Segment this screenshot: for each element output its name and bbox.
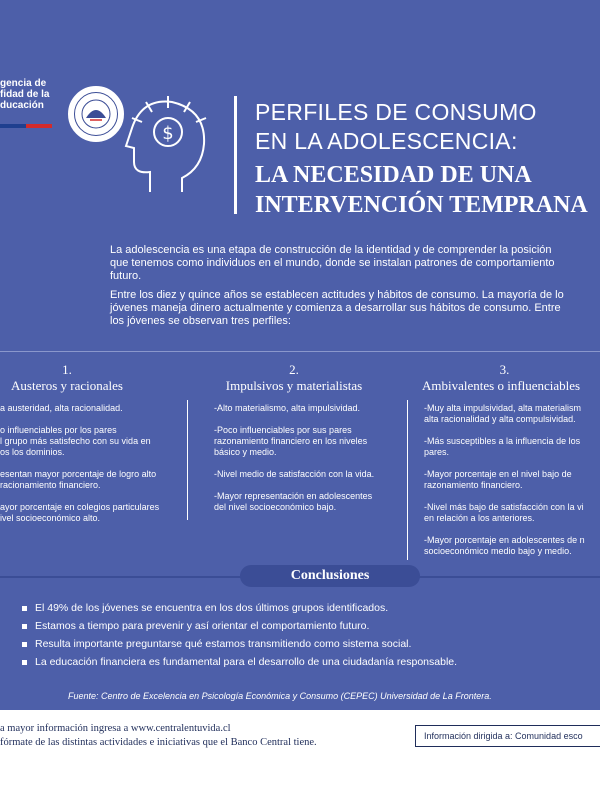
profile-1-item: a austeridad, alta racionalidad.	[0, 403, 123, 413]
profile-2-list	[214, 403, 404, 524]
profile-3-item: -Muy alta impulsividad, alta materialism	[424, 403, 582, 413]
conclusion-item	[22, 638, 600, 651]
profile-1-list	[0, 403, 180, 535]
profile-2-number: 2.	[289, 362, 299, 377]
intro-p1-line-1: La adolescencia es una etapa de construcción de la identidad y de comprender la posición	[110, 244, 552, 256]
title-bold	[255, 160, 600, 220]
title-light	[255, 98, 600, 156]
title-line-2: EN LA ADOLESCENCIA:	[255, 128, 518, 154]
logo-color-bar	[0, 124, 52, 128]
bullet-square-icon	[22, 624, 27, 629]
intro-paragraph-1	[110, 244, 600, 283]
conclusion-item	[22, 620, 600, 633]
title-line-4: INTERVENCIÓN TEMPRANA	[255, 192, 588, 218]
profile-3-heading	[422, 362, 600, 394]
intro-p2-line-2: jóvenes maneja dinero actualmente y comienza a desarrollar sus hábitos de consumo. Entre	[110, 302, 561, 314]
profile-1-item: os los dominios.	[0, 447, 65, 457]
profile-2-item: razonamiento financiero en los niveles	[214, 436, 368, 446]
profile-3-item: socioeconómico medio bajo y medio.	[424, 546, 572, 556]
footer-line-1: a mayor información ingresa a www.centralentuvida.cl	[0, 723, 231, 734]
logo-line-3: ducación	[0, 100, 44, 111]
bullet-square-icon	[22, 606, 27, 611]
source-citation: Fuente: Centro de Excelencia en Psicología Económica y Consumo (CEPEC) Universidad de La Frontera.	[68, 691, 492, 701]
profile-2-heading	[214, 362, 374, 394]
conclusion-text: La educación financiera es fundamental para el desarrollo de una ciudadanía responsable.	[35, 656, 458, 668]
profile-2-item: -Mayor representación en adolescentes	[214, 491, 373, 501]
conclusions-list	[22, 602, 600, 674]
conclusion-text: Resulta importante preguntarse qué estamos transmitiendo como sistema social.	[35, 638, 412, 650]
logo-line-1: gencia de	[0, 78, 47, 89]
column-divider-1	[187, 400, 188, 520]
intro-p1-line-3: futuro.	[110, 270, 142, 282]
profile-2-title: Impulsivos y materialistas	[225, 378, 363, 393]
profile-2-item: -Poco influenciables por sus pares	[214, 425, 352, 435]
profile-3-item: -Más susceptibles a la influencia de los	[424, 436, 581, 446]
profile-1-item: ivel socioeconómico alto.	[0, 513, 101, 523]
profile-3-item: en relación a los anteriores.	[424, 513, 535, 523]
profile-1-item: racionamiento financiero.	[0, 480, 101, 490]
profile-2-item: básico y medio.	[214, 447, 277, 457]
profile-1-item: esentan mayor porcentaje de logro alto	[0, 469, 157, 479]
logo-line-2: ﬁdad de la	[0, 89, 50, 100]
profile-3-item: -Mayor porcentaje en el nivel bajo de	[424, 469, 572, 479]
intro-p1-line-2: que tenemos como individuos en el mundo, donde se instalan patrones de comportamiento	[110, 257, 555, 269]
title-line-1: PERFILES DE CONSUMO	[255, 99, 537, 125]
profile-3-item: -Nivel más bajo de satisfacción con la vi	[424, 502, 584, 512]
conclusion-text: Estamos a tiempo para prevenir y así orientar el comportamiento futuro.	[35, 620, 370, 632]
profile-1-title: Austeros y racionales	[11, 378, 123, 393]
conclusions-title: Conclusiones	[240, 565, 420, 587]
profile-2-item: -Alto materialismo, alta impulsividad.	[214, 403, 361, 413]
conclusion-item	[22, 602, 600, 615]
profile-3-number: 3.	[499, 362, 510, 377]
intro-paragraph-2	[110, 289, 600, 328]
profile-1-number: 1.	[62, 362, 72, 377]
head-dollar-icon	[120, 88, 220, 200]
profile-2-item: del nivel socioeconómico bajo.	[214, 502, 337, 512]
agency-logo-text	[0, 78, 64, 111]
audience-box: Información dirigida a: Comunidad esco	[415, 725, 600, 747]
profile-3-list	[424, 403, 600, 568]
conclusion-item	[22, 656, 600, 669]
bullet-square-icon	[22, 642, 27, 647]
profile-1-item: l grupo más satisfecho con su vida en	[0, 436, 151, 446]
title-divider	[234, 96, 237, 214]
profile-1-item: ayor porcentaje en colegios particulares	[0, 502, 160, 512]
logo-bar-blue	[0, 124, 26, 128]
logo-bar-red	[26, 124, 52, 128]
profile-1-item: o influenciables por los pares	[0, 425, 117, 435]
svg-text:$: $	[162, 123, 174, 144]
profile-3-item: razonamiento financiero.	[424, 480, 523, 490]
intro-text	[110, 244, 600, 334]
profile-3-item: alta racionalidad y alta compulsividad.	[424, 414, 576, 424]
column-divider-2	[407, 400, 408, 560]
footer-info	[0, 722, 400, 750]
profile-2-item: -Nivel medio de satisfacción con la vida.	[214, 469, 375, 479]
intro-p2-line-1: Entre los diez y quince años se establecen actitudes y hábitos de consumo. La mayoría de lo	[110, 289, 564, 301]
footer-line-2: fórmate de las distintas actividades e iniciativas que el Banco Central tiene.	[0, 737, 317, 748]
section-separator	[0, 351, 600, 352]
seal-icon	[68, 86, 124, 142]
conclusion-text: El 49% de los jóvenes se encuentra en los dos últimos grupos identificados.	[35, 602, 389, 614]
bullet-square-icon	[22, 660, 27, 665]
intro-p2-line-3: los jóvenes se observan tres perfiles:	[110, 315, 291, 327]
title-line-3: LA NECESIDAD DE UNA	[255, 162, 532, 188]
profile-3-title: Ambivalentes o influenciables	[422, 378, 581, 393]
seal-emblem	[70, 88, 122, 140]
profile-3-item: -Mayor porcentaje en adolescentes de n	[424, 535, 585, 545]
profile-3-item: pares.	[424, 447, 450, 457]
profile-1-heading	[0, 362, 142, 394]
